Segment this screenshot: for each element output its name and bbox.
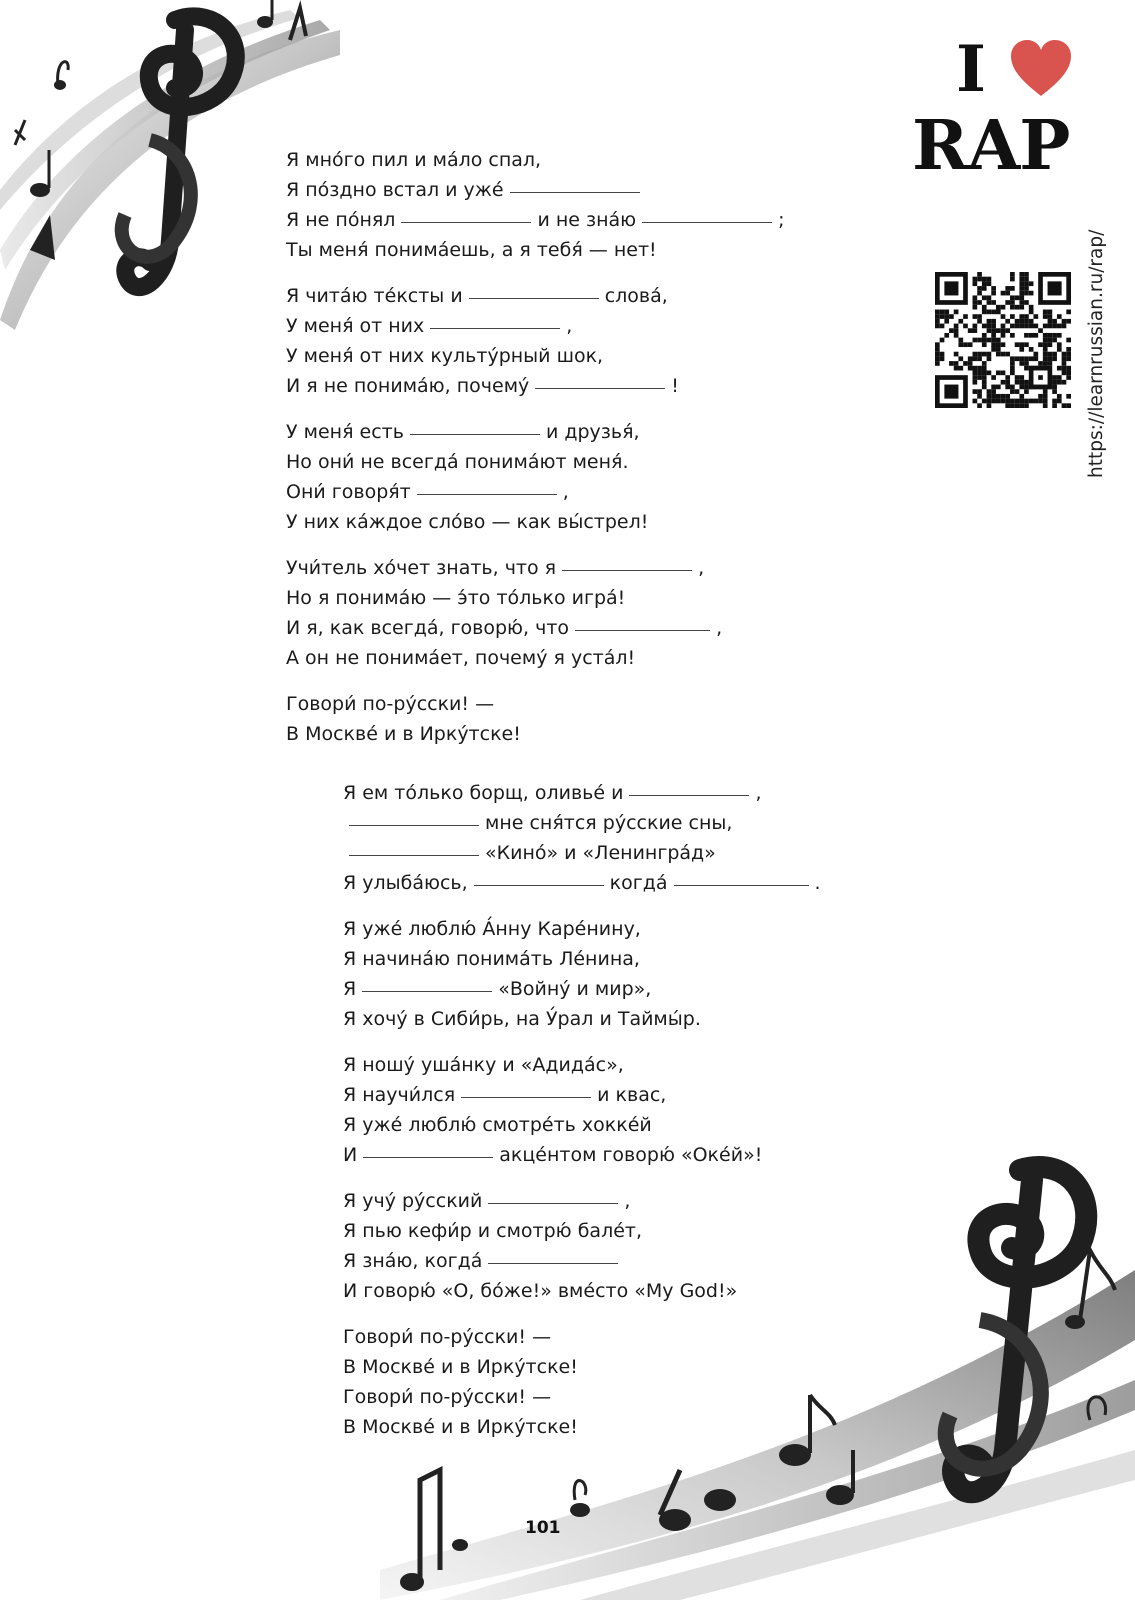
lyric-line <box>343 1080 821 1110</box>
stanza <box>343 914 821 1034</box>
stanza <box>286 145 785 265</box>
lyric-text: Они́ говоря́т <box>286 481 411 503</box>
fill-in-blank[interactable] <box>362 991 492 992</box>
lyric-text: Я уже́ люблю́ А́нну Каре́нину, <box>343 918 641 940</box>
lyric-text: У меня́ от них <box>286 315 425 337</box>
lyric-text: Я чита́ю те́ксты и <box>286 285 463 307</box>
lyric-text: В Москве́ и в Ирку́тске! <box>286 723 521 745</box>
fill-in-blank[interactable] <box>469 298 599 299</box>
lyric-text: Говори́ по-ру́сски! — <box>286 693 495 715</box>
lyric-line <box>343 974 821 1004</box>
page-number: 101 <box>525 1518 561 1538</box>
lyric-line <box>343 1140 821 1170</box>
lyric-text: И я, как всегда́, говорю́, что <box>286 617 570 639</box>
lyric-line <box>286 689 785 719</box>
lyric-line <box>343 1186 821 1216</box>
lyric-text: «Войну́ и мир», <box>498 978 652 1000</box>
lyric-text: Но я понима́ю — э́то то́лько игра́! <box>286 587 626 609</box>
fill-in-blank[interactable] <box>410 434 540 435</box>
logo-rap: RAP <box>912 106 1070 186</box>
lyric-text: Я не по́нял <box>286 209 396 231</box>
heart-icon <box>1011 40 1071 98</box>
lyric-text: И я не понима́ю, почему́ <box>286 375 530 397</box>
lyric-text: , <box>716 617 723 639</box>
lyric-line <box>343 1352 821 1382</box>
qr-code[interactable] <box>934 272 1072 408</box>
lyric-text: акце́нтом говорю́ «Оке́й»! <box>499 1144 763 1166</box>
lyric-text: Я ношу́ уша́нку и «Адида́с», <box>343 1054 624 1076</box>
lyric-line <box>286 583 785 613</box>
lyric-text: И говорю́ «О, бо́же!» вме́сто «My God!» <box>343 1280 738 1302</box>
lyric-line <box>286 205 785 235</box>
fill-in-blank[interactable] <box>474 885 604 886</box>
fill-in-blank[interactable] <box>642 222 772 223</box>
stanza <box>343 1186 821 1306</box>
lyric-line <box>286 145 785 175</box>
fill-in-blank[interactable] <box>401 222 531 223</box>
lyrics-column-left <box>286 145 785 765</box>
lyric-text: «Кино́» и «Ленингра́д» <box>485 842 716 864</box>
lyric-line <box>343 944 821 974</box>
lyric-line <box>286 719 785 749</box>
lyric-text: Говори́ по-ру́сски! — <box>343 1326 552 1348</box>
stanza <box>343 1322 821 1442</box>
lyric-line <box>286 477 785 507</box>
lyric-text: Ты меня́ понима́ешь, а я тебя́ — нет! <box>286 239 657 261</box>
lyric-line <box>286 235 785 265</box>
lyric-text: Я <box>343 978 357 1000</box>
fill-in-blank[interactable] <box>510 192 640 193</box>
stanza <box>286 553 785 673</box>
lyric-line <box>343 838 821 868</box>
lyric-text: Я научи́лся <box>343 1084 456 1106</box>
fill-in-blank[interactable] <box>417 494 557 495</box>
lyric-text: когда́ <box>609 872 668 894</box>
fill-in-blank[interactable] <box>461 1097 591 1098</box>
lyric-text: , <box>562 481 569 503</box>
lyric-text: ; <box>778 209 785 231</box>
lyric-text: И <box>343 1144 358 1166</box>
fill-in-blank[interactable] <box>629 795 749 796</box>
lyric-line <box>343 1412 821 1442</box>
lyric-text: Я зна́ю, когда́ <box>343 1250 483 1272</box>
i-love-rap-logo <box>912 32 1110 188</box>
fill-in-blank[interactable] <box>488 1263 618 1264</box>
lyric-text: мне сня́тся ру́сские сны, <box>485 812 733 834</box>
lyric-line <box>286 613 785 643</box>
lyric-line <box>286 175 785 205</box>
lyric-line <box>286 417 785 447</box>
lyric-text: В Москве́ и в Ирку́тске! <box>343 1416 578 1438</box>
fill-in-blank[interactable] <box>674 885 809 886</box>
lyric-text: слова́, <box>604 285 668 307</box>
lyric-text: , <box>698 557 705 579</box>
lyric-text: Говори́ по-ру́сски! — <box>343 1386 552 1408</box>
lyric-text: У них ка́ждое сло́во — как вы́стрел! <box>286 511 649 533</box>
lyric-line <box>343 868 821 898</box>
lyric-text: Я улыба́юсь, <box>343 872 468 894</box>
lyric-line <box>286 341 785 371</box>
lyric-line <box>286 447 785 477</box>
lyric-line <box>343 1246 821 1276</box>
lyric-text: У меня́ от них культу́рный шок, <box>286 345 604 367</box>
lyric-line <box>343 1322 821 1352</box>
fill-in-blank[interactable] <box>562 570 692 571</box>
lyric-text: В Москве́ и в Ирку́тске! <box>343 1356 578 1378</box>
stanza <box>286 417 785 537</box>
lyric-text: Я ем то́лько борщ, оливье́ и <box>343 782 624 804</box>
lyric-text: , <box>624 1190 631 1212</box>
lyric-text: , <box>566 315 573 337</box>
lyric-line <box>286 371 785 401</box>
lyric-text: . <box>814 872 821 894</box>
lyric-line <box>286 311 785 341</box>
lyric-text: Я хочу́ в Сиби́рь, на У́рал и Таймы́р. <box>343 1008 701 1030</box>
lyrics-column-indented <box>343 778 821 1458</box>
lyric-text: Я уже́ люблю́ смотре́ть хокке́й <box>343 1114 652 1136</box>
fill-in-blank[interactable] <box>363 1157 493 1158</box>
lyric-text: Учи́тель хо́чет знать, что я <box>286 557 557 579</box>
lyric-line <box>286 643 785 673</box>
lyric-line <box>343 778 821 808</box>
website-url[interactable]: https://learnrussian.ru/rap/ <box>1086 229 1107 478</box>
lyric-line <box>343 1110 821 1140</box>
lyric-line <box>343 1050 821 1080</box>
lyric-line <box>343 1216 821 1246</box>
lyric-text: У меня́ есть <box>286 421 404 443</box>
lyric-text: ! <box>671 375 679 397</box>
lyric-text: Я учу́ ру́сский <box>343 1190 483 1212</box>
lyric-line <box>343 808 821 838</box>
fill-in-blank[interactable] <box>575 630 710 631</box>
lyric-line <box>286 281 785 311</box>
lyric-line <box>343 914 821 944</box>
lyric-text: и друзья́, <box>545 421 640 443</box>
lyric-text: Я по́здно встал и уже́ <box>286 179 504 201</box>
lyric-text: и квас, <box>597 1084 667 1106</box>
fill-in-blank[interactable] <box>488 1203 618 1204</box>
lyric-text: Я начина́ю понима́ть Ле́нина, <box>343 948 640 970</box>
stanza <box>343 778 821 898</box>
stanza <box>286 689 785 749</box>
lyric-line <box>286 507 785 537</box>
lyric-line <box>343 1276 821 1306</box>
fill-in-blank[interactable] <box>349 825 479 826</box>
fill-in-blank[interactable] <box>430 328 560 329</box>
fill-in-blank[interactable] <box>349 855 479 856</box>
lyric-text: Я пью кефи́р и смотрю́ бале́т, <box>343 1220 643 1242</box>
fill-in-blank[interactable] <box>535 388 665 389</box>
lyric-line <box>286 553 785 583</box>
lyric-text: , <box>755 782 762 804</box>
lyric-line <box>343 1004 821 1034</box>
stanza <box>286 281 785 401</box>
lyric-text: А он не понима́ет, почему́ я уста́л! <box>286 647 636 669</box>
lyric-line <box>343 1382 821 1412</box>
lyric-text: и не зна́ю <box>537 209 637 231</box>
lyric-text: Я мно́го пил и ма́ло спал, <box>286 149 542 171</box>
lyric-text: Но они́ не всегда́ понима́ют меня́. <box>286 451 629 473</box>
logo-letter-i: I <box>956 32 986 107</box>
stanza <box>343 1050 821 1170</box>
